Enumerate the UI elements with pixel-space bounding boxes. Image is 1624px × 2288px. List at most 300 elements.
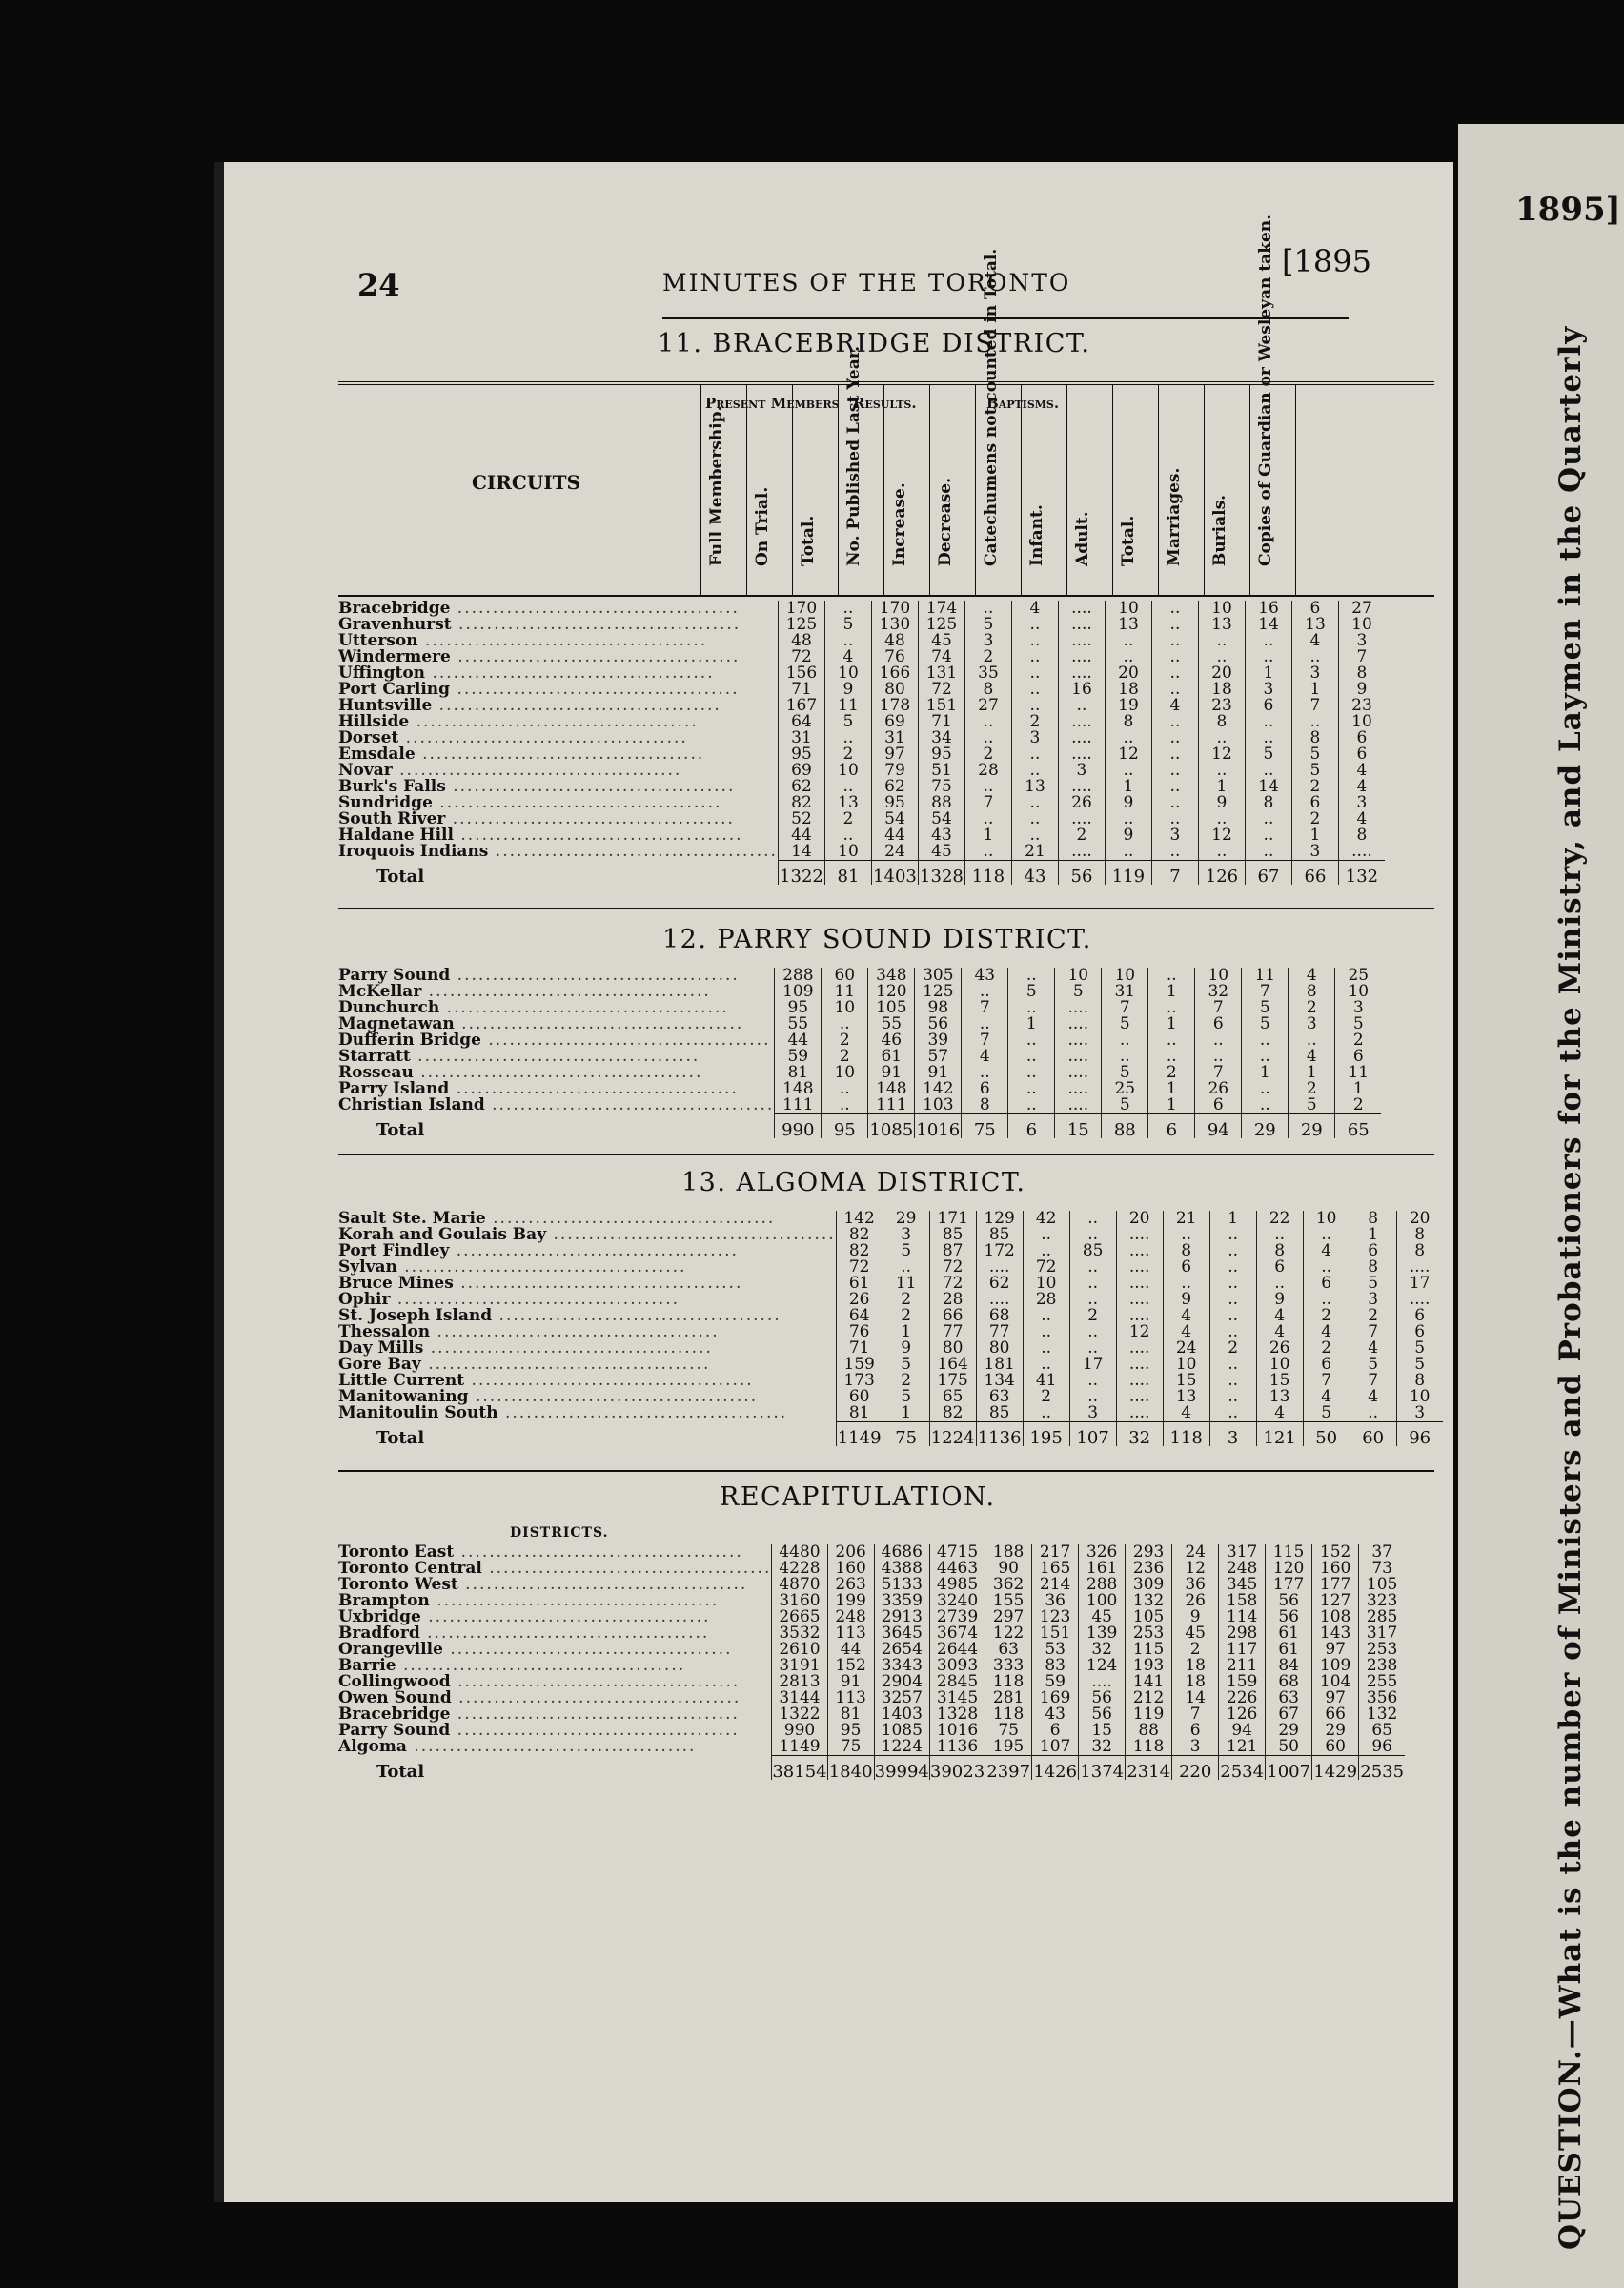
data-cell: 177: [1312, 1577, 1359, 1593]
data-cell: 46: [868, 1032, 915, 1049]
table-row: [338, 617, 1385, 633]
data-cell: ..: [822, 1016, 868, 1032]
data-cell: 141: [1126, 1674, 1172, 1690]
data-cell: 56: [1079, 1690, 1126, 1706]
data-cell: 173: [836, 1373, 883, 1389]
circuit-name: [338, 1081, 775, 1097]
data-cell: 8: [1245, 795, 1291, 811]
total-cell: 1426: [1032, 1756, 1079, 1781]
data-cell: 121: [1219, 1739, 1266, 1756]
data-cell: ....: [1079, 1674, 1126, 1690]
data-cell: 6: [1338, 730, 1385, 746]
total-cell: 3: [1209, 1422, 1256, 1447]
data-cell: ..: [1209, 1259, 1256, 1276]
data-cell: 103: [915, 1097, 962, 1114]
circuit-name: [338, 1016, 775, 1032]
data-cell: 7: [1172, 1706, 1219, 1723]
data-cell: ....: [1116, 1259, 1163, 1276]
data-cell: 13: [1105, 617, 1151, 633]
data-cell: 82: [836, 1227, 883, 1243]
data-cell: 129: [976, 1211, 1023, 1227]
data-cell: 66: [1312, 1706, 1359, 1723]
page-number: 24: [357, 267, 400, 303]
total-cell: 39994: [874, 1756, 929, 1781]
data-cell: 22: [1256, 1211, 1303, 1227]
leader-dots: ........................................: [396, 1259, 687, 1276]
data-cell: 75: [827, 1739, 874, 1756]
data-cell: ..: [1291, 649, 1338, 665]
data-cell: ....: [1058, 844, 1105, 861]
data-cell: 4: [1303, 1243, 1350, 1259]
data-cell: 72: [1023, 1259, 1069, 1276]
district-title-algoma: 13. ALGOMA DISTRICT.: [681, 1168, 1026, 1197]
data-cell: 65: [929, 1389, 976, 1405]
data-cell: 317: [1219, 1544, 1266, 1561]
data-cell: ..: [1105, 763, 1151, 779]
circuit-name: [338, 714, 778, 730]
data-cell: 151: [918, 698, 964, 714]
col-divider: [883, 385, 884, 595]
data-cell: ..: [964, 714, 1011, 730]
data-cell: 2: [964, 649, 1011, 665]
data-cell: 113: [827, 1625, 874, 1642]
total-cell: 1016: [915, 1114, 962, 1139]
bracebridge-table: [338, 601, 1385, 885]
data-cell: 3: [1151, 827, 1198, 844]
data-cell: 3: [883, 1227, 929, 1243]
col-guardian-copies: Copies of Guardian or Wesleyan taken.: [1256, 214, 1275, 566]
data-cell: 68: [976, 1308, 1023, 1324]
data-cell: 7: [1350, 1324, 1396, 1340]
running-head: MINUTES OF THE TORONTO: [662, 269, 1071, 296]
data-cell: 127: [1312, 1593, 1359, 1609]
data-cell: 31: [871, 730, 918, 746]
data-cell: 362: [985, 1577, 1032, 1593]
circuit-name-text: Sault Ste. Marie: [338, 1211, 486, 1227]
circuit-name-text: Uxbridge: [338, 1609, 421, 1625]
data-cell: ..: [1209, 1324, 1256, 1340]
data-cell: 158: [1219, 1593, 1266, 1609]
data-cell: 7: [1338, 649, 1385, 665]
total-cell: 60: [1350, 1422, 1396, 1447]
data-cell: 27: [1338, 601, 1385, 617]
data-cell: ..: [1023, 1405, 1069, 1422]
data-cell: ....: [1116, 1373, 1163, 1389]
data-cell: ....: [1055, 1032, 1102, 1049]
data-cell: 1: [1289, 1065, 1335, 1081]
total-label: Total: [376, 1427, 425, 1446]
data-cell: 12: [1198, 827, 1245, 844]
leader-dots: ........................................: [454, 1016, 744, 1032]
data-cell: 132: [1359, 1706, 1406, 1723]
col-divider: [1112, 385, 1113, 595]
data-cell: 298: [1219, 1625, 1266, 1642]
circuit-name-text: Utterson: [338, 633, 418, 649]
data-cell: ..: [1209, 1243, 1256, 1259]
data-cell: 96: [1359, 1739, 1406, 1756]
circuit-name-text: Thessalon: [338, 1324, 431, 1340]
data-cell: 5: [1289, 1097, 1335, 1114]
data-cell: 60: [836, 1389, 883, 1405]
data-cell: 5: [1242, 1016, 1289, 1032]
circuit-name: [338, 730, 778, 746]
total-cell: 95: [822, 1114, 868, 1139]
data-cell: 85: [929, 1227, 976, 1243]
table-row: [338, 746, 1385, 763]
data-cell: ..: [824, 633, 871, 649]
data-cell: 24: [871, 844, 918, 861]
total-cell: 2535: [1359, 1756, 1406, 1781]
data-cell: 8: [1396, 1227, 1443, 1243]
total-row: [338, 1114, 1381, 1139]
data-cell: 305: [915, 968, 962, 984]
leader-dots: ........................................: [451, 617, 741, 633]
data-cell: 45: [918, 633, 964, 649]
data-cell: 1: [1148, 984, 1195, 1000]
data-cell: ..: [1303, 1292, 1350, 1308]
data-cell: 23: [1338, 698, 1385, 714]
data-cell: 167: [778, 698, 824, 714]
col-divider: [838, 385, 839, 595]
data-cell: ..: [1058, 698, 1105, 714]
total-cell: 1374: [1079, 1756, 1126, 1781]
data-cell: 28: [929, 1292, 976, 1308]
data-cell: ..: [1008, 1049, 1055, 1065]
data-cell: 28: [964, 763, 1011, 779]
data-cell: 111: [868, 1097, 915, 1114]
data-cell: 81: [836, 1405, 883, 1422]
col-divider: [700, 385, 701, 595]
data-cell: ..: [824, 827, 871, 844]
data-cell: ..: [964, 811, 1011, 827]
data-cell: 44: [871, 827, 918, 844]
circuit-name: [338, 811, 778, 827]
data-cell: 1: [1105, 779, 1151, 795]
data-cell: 4: [1256, 1405, 1303, 1422]
data-cell: 56: [915, 1016, 962, 1032]
data-cell: ....: [1058, 811, 1105, 827]
circuit-name: [338, 1690, 772, 1706]
data-cell: 160: [827, 1561, 874, 1577]
data-cell: 1: [1245, 665, 1291, 682]
circuit-name-text: Starratt: [338, 1049, 411, 1065]
leader-dots: ........................................: [450, 1674, 741, 1690]
data-cell: ..: [1151, 665, 1198, 682]
data-cell: ..: [1245, 827, 1291, 844]
data-cell: 5: [883, 1357, 929, 1373]
circuit-name: [338, 1739, 772, 1756]
data-cell: 281: [985, 1690, 1032, 1706]
facing-page: [1458, 124, 1624, 2288]
data-cell: 82: [836, 1243, 883, 1259]
data-cell: ..: [1148, 1032, 1195, 1049]
circuit-name-text: Parry Sound: [338, 1723, 451, 1739]
data-cell: 5: [1303, 1405, 1350, 1422]
col-full-membership: Full Membership.: [707, 405, 726, 566]
data-cell: ..: [1069, 1259, 1116, 1276]
col-adult: Adult.: [1073, 511, 1092, 566]
data-cell: 63: [976, 1389, 1023, 1405]
data-cell: ..: [1023, 1357, 1069, 1373]
circuit-name: [338, 665, 778, 682]
data-cell: 1: [1148, 1097, 1195, 1114]
data-cell: 63: [985, 1642, 1032, 1658]
data-cell: ..: [1209, 1292, 1256, 1308]
total-cell: 1136: [976, 1422, 1023, 1447]
data-cell: 1: [1209, 1211, 1256, 1227]
col-divider: [1204, 385, 1205, 595]
data-cell: 4: [1256, 1308, 1303, 1324]
data-cell: 21: [1163, 1211, 1209, 1227]
data-cell: 7: [962, 1000, 1008, 1016]
data-cell: 61: [868, 1049, 915, 1065]
circuit-name-text: Bradford: [338, 1625, 420, 1642]
leader-dots: ........................................: [451, 1690, 741, 1706]
circuit-name: [338, 682, 778, 698]
data-cell: 288: [1079, 1577, 1126, 1593]
data-cell: 67: [1266, 1706, 1312, 1723]
data-cell: 288: [775, 968, 822, 984]
ledger-page: [214, 162, 1453, 2202]
data-cell: 6: [962, 1081, 1008, 1097]
data-cell: 9: [824, 682, 871, 698]
data-cell: ..: [1198, 811, 1245, 827]
data-cell: 69: [778, 763, 824, 779]
data-cell: 81: [775, 1065, 822, 1081]
total-cell: 75: [883, 1422, 929, 1447]
data-cell: ..: [1148, 1000, 1195, 1016]
data-cell: 11: [1242, 968, 1289, 984]
data-cell: 4686: [874, 1544, 929, 1561]
data-cell: 44: [775, 1032, 822, 1049]
data-cell: 34: [918, 730, 964, 746]
data-cell: 8: [1338, 827, 1385, 844]
data-cell: 14: [1245, 617, 1291, 633]
data-cell: 19: [1105, 698, 1151, 714]
data-cell: ..: [1105, 730, 1151, 746]
data-cell: 25: [1335, 968, 1382, 984]
data-cell: 35: [964, 665, 1011, 682]
data-cell: 2: [1289, 1000, 1335, 1016]
data-cell: 174: [918, 601, 964, 617]
data-cell: ..: [1151, 763, 1198, 779]
data-cell: ..: [1011, 682, 1058, 698]
data-cell: 18: [1105, 682, 1151, 698]
data-cell: 29: [1266, 1723, 1312, 1739]
data-cell: 24: [1172, 1544, 1219, 1561]
district-title-bracebridge: 11. BRACEBRIDGE DISTRICT.: [658, 329, 1091, 358]
data-cell: 4: [1163, 1324, 1209, 1340]
leader-dots: ........................................: [450, 682, 740, 698]
data-cell: ..: [1245, 811, 1291, 827]
data-cell: ..: [1011, 633, 1058, 649]
data-cell: 20: [1105, 665, 1151, 682]
circuit-name-text: Rosseau: [338, 1065, 414, 1081]
data-cell: 1: [1291, 682, 1338, 698]
present-members-group: Present Members: [705, 395, 840, 412]
data-cell: 59: [775, 1049, 822, 1065]
data-cell: 8: [1256, 1243, 1303, 1259]
data-cell: 37: [1359, 1544, 1406, 1561]
data-cell: 7: [962, 1032, 1008, 1049]
data-cell: ..: [1245, 714, 1291, 730]
data-cell: 5: [1102, 1016, 1148, 1032]
data-cell: 8: [1396, 1243, 1443, 1259]
data-cell: ..: [1008, 968, 1055, 984]
data-cell: 3144: [772, 1690, 827, 1706]
data-cell: 4: [962, 1049, 1008, 1065]
total-cell: 220: [1172, 1756, 1219, 1781]
total-cell: 1322: [778, 861, 824, 886]
data-cell: 178: [871, 698, 918, 714]
data-cell: 6: [1163, 1259, 1209, 1276]
data-cell: 990: [772, 1723, 827, 1739]
data-cell: 123: [1032, 1609, 1079, 1625]
data-cell: 97: [1312, 1690, 1359, 1706]
leader-dots: ........................................: [396, 1658, 686, 1674]
data-cell: 16: [1058, 682, 1105, 698]
data-cell: 2: [883, 1292, 929, 1308]
leader-dots: ........................................: [392, 763, 682, 779]
data-cell: ..: [1069, 1276, 1116, 1292]
col-divider: [1158, 385, 1159, 595]
data-cell: ..: [1256, 1227, 1303, 1243]
data-cell: 60: [1312, 1739, 1359, 1756]
data-cell: 10: [1105, 601, 1151, 617]
table-row: [338, 1016, 1381, 1032]
data-cell: 248: [1219, 1561, 1266, 1577]
circuit-name: [338, 1227, 836, 1243]
data-cell: 122: [985, 1625, 1032, 1642]
data-cell: 5: [1008, 984, 1055, 1000]
data-cell: 56: [1266, 1593, 1312, 1609]
data-cell: 5: [1055, 984, 1102, 1000]
data-cell: 69: [871, 714, 918, 730]
data-cell: ..: [1151, 601, 1198, 617]
data-cell: 214: [1032, 1577, 1079, 1593]
data-cell: ..: [1148, 968, 1195, 984]
data-cell: 3: [1335, 1000, 1382, 1016]
data-cell: 10: [822, 1065, 868, 1081]
data-cell: 119: [1126, 1706, 1172, 1723]
leader-dots: ........................................: [453, 1276, 743, 1292]
data-cell: 26: [1058, 795, 1105, 811]
data-cell: 148: [775, 1081, 822, 1097]
data-cell: 1: [1291, 827, 1338, 844]
data-cell: 2: [1209, 1340, 1256, 1357]
circuit-name: [338, 1405, 836, 1422]
total-cell: 2314: [1126, 1756, 1172, 1781]
circuit-name-text: South River: [338, 811, 446, 827]
data-cell: ..: [824, 730, 871, 746]
data-cell: ....: [1058, 746, 1105, 763]
total-cell: 39023: [929, 1756, 985, 1781]
data-cell: 1149: [772, 1739, 827, 1756]
circuit-name-text: Barrie: [338, 1658, 396, 1674]
table-row: [338, 827, 1385, 844]
data-cell: ..: [1011, 763, 1058, 779]
circuit-name: [338, 1276, 836, 1292]
data-cell: 6: [1032, 1723, 1079, 1739]
circuit-name-text: Dunchurch: [338, 1000, 440, 1016]
data-cell: 1328: [929, 1706, 985, 1723]
data-cell: 54: [918, 811, 964, 827]
data-cell: 23: [1198, 698, 1245, 714]
data-cell: 125: [915, 984, 962, 1000]
data-cell: 97: [1312, 1642, 1359, 1658]
circuit-name: [338, 1340, 836, 1357]
data-cell: 159: [1219, 1674, 1266, 1690]
total-cell: 1429: [1312, 1756, 1359, 1781]
data-cell: 4985: [929, 1577, 985, 1593]
data-cell: 98: [915, 1000, 962, 1016]
data-cell: 27: [964, 698, 1011, 714]
total-cell: 6: [1008, 1114, 1055, 1139]
data-cell: ..: [964, 730, 1011, 746]
circuit-name: [338, 1243, 836, 1259]
data-cell: 11: [1335, 1065, 1382, 1081]
data-cell: ..: [1195, 1049, 1242, 1065]
data-cell: 73: [1359, 1561, 1406, 1577]
data-cell: 212: [1126, 1690, 1172, 1706]
data-cell: 3: [1069, 1405, 1116, 1422]
data-cell: 4: [1303, 1389, 1350, 1405]
data-cell: 77: [929, 1324, 976, 1340]
data-cell: 348: [868, 968, 915, 984]
data-cell: 12: [1116, 1324, 1163, 1340]
data-cell: 6: [1303, 1357, 1350, 1373]
leader-dots: ........................................: [546, 1227, 836, 1243]
data-cell: ..: [1151, 795, 1198, 811]
data-cell: 14: [778, 844, 824, 861]
total-cell: 118: [964, 861, 1011, 886]
leader-dots: ........................................: [450, 601, 740, 617]
data-cell: 50: [1266, 1739, 1312, 1756]
data-cell: 5: [824, 617, 871, 633]
data-cell: 59: [1032, 1674, 1079, 1690]
data-cell: 6: [1291, 795, 1338, 811]
data-cell: 2813: [772, 1674, 827, 1690]
data-cell: ..: [1105, 844, 1151, 861]
data-cell: ..: [1209, 1357, 1256, 1373]
circuit-name-text: Dorset: [338, 730, 399, 746]
data-cell: 9: [1105, 795, 1151, 811]
circuit-name-text: Manitowaning: [338, 1389, 469, 1405]
data-cell: 226: [1219, 1690, 1266, 1706]
data-cell: 45: [1079, 1609, 1126, 1625]
circuit-name: [338, 1065, 775, 1081]
data-cell: 161: [1079, 1561, 1126, 1577]
data-cell: 3532: [772, 1625, 827, 1642]
data-cell: ..: [1023, 1243, 1069, 1259]
data-cell: 159: [836, 1357, 883, 1373]
total-cell: 7: [1151, 861, 1198, 886]
circuit-name: [338, 1577, 772, 1593]
data-cell: 43: [1032, 1706, 1079, 1723]
data-cell: ..: [1008, 1081, 1055, 1097]
data-cell: 1: [1148, 1081, 1195, 1097]
data-cell: 2: [1335, 1032, 1382, 1049]
data-cell: 4: [1289, 968, 1335, 984]
circuit-name-text: Hillside: [338, 714, 410, 730]
data-cell: 97: [871, 746, 918, 763]
circuit-name: [338, 698, 778, 714]
circuit-name: [338, 779, 778, 795]
data-cell: ..: [964, 844, 1011, 861]
data-cell: 95: [918, 746, 964, 763]
data-cell: 5: [824, 714, 871, 730]
data-cell: 151: [1032, 1625, 1079, 1642]
